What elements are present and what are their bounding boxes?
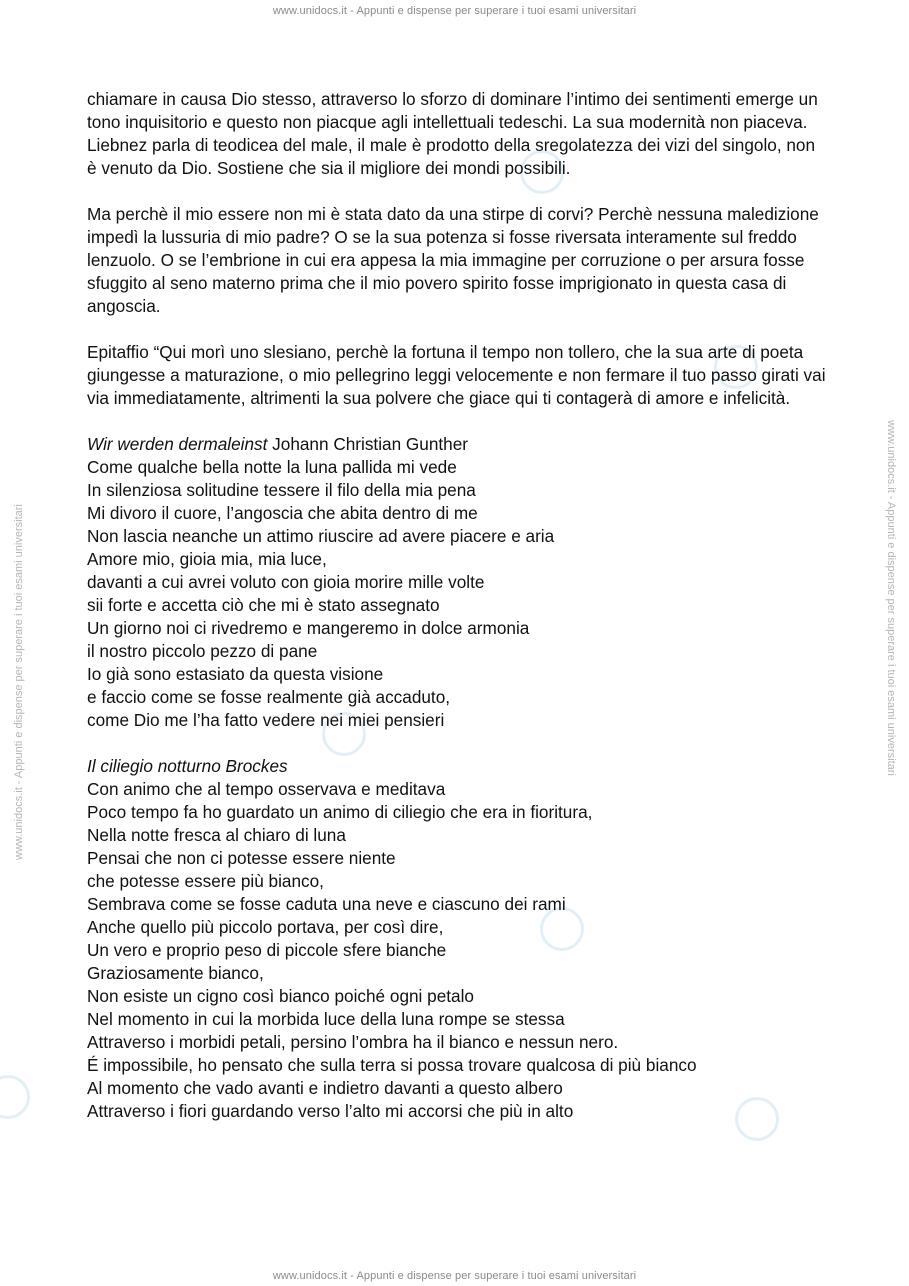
poem-line: É impossibile, ho pensato che sulla terra si possa trovare qualcosa di più bianco	[87, 1055, 697, 1075]
poem-line: Al momento che vado avanti e indietro davanti a questo albero	[87, 1078, 563, 1098]
poem-line: Sembrava come se fosse caduta una neve e ciascuno dei rami	[87, 894, 566, 914]
poem-line: Io già sono estasiato da questa visione	[87, 664, 384, 684]
poem-line: davanti a cui avrei voluto con gioia morire mille volte	[87, 572, 485, 592]
poem-title: Il ciliegio notturno Brockes	[87, 756, 288, 776]
poem-line: il nostro piccolo pezzo di pane	[87, 641, 318, 661]
poem-author: Johann Christian Gunther	[267, 434, 469, 454]
poem-line: Nel momento in cui la morbida luce della luna rompe se stessa	[87, 1009, 565, 1029]
poem-line: Graziosamente bianco,	[87, 963, 264, 983]
poem-line: Come qualche bella notte la luna pallida mi vede	[87, 457, 457, 477]
poem-line: Mi divoro il cuore, l’angoscia che abita dentro di me	[87, 503, 478, 523]
poem-1	[87, 433, 827, 732]
poem-line: Anche quello più piccolo portava, per così dire,	[87, 917, 444, 937]
poem-line: Attraverso i morbidi petali, persino l’ombra ha il bianco e nessun nero.	[87, 1032, 619, 1052]
paragraph: Epitaffio “Qui morì uno slesiano, perchè la fortuna il tempo non tollero, che la sua arte di poeta giungesse a maturazione, o mio pellegrino leggi velocemente e non fermare il tuo passo girati vai via immediatamente, altrimenti la sua polvere che giace qui ti contagerà di amore e infelicità.	[87, 342, 826, 408]
poem-line: Un vero e proprio peso di piccole sfere bianche	[87, 940, 447, 960]
paragraph: Liebnez parla di teodicea del male, il male è prodotto della sregolatezza dei vizi del singolo, non è venuto da Dio. Sostiene che sia il migliore dei mondi possibili.	[87, 135, 816, 178]
poem-line: Non esiste un cigno così bianco poiché ogni petalo	[87, 986, 474, 1006]
watermark-logo-icon	[0, 1075, 30, 1119]
poem-line: Attraverso i fiori guardando verso l’alto mi accorsi che più in alto	[87, 1101, 574, 1121]
poem-line: e faccio come se fosse realmente già accaduto,	[87, 687, 451, 707]
side-watermark-left: www.unidocs.it - Appunti e dispense per superare i tuoi esami universitari	[13, 504, 25, 860]
poem-line: In silenziosa solitudine tessere il filo della mia pena	[87, 480, 476, 500]
poem-line: Nella notte fresca al chiaro di luna	[87, 825, 346, 845]
document-body	[87, 88, 827, 1123]
poem-title: Wir werden dermaleinst	[87, 434, 268, 454]
side-watermark-right: www.unidocs.it - Appunti e dispense per superare i tuoi esami universitari	[885, 420, 897, 776]
poem-line: come Dio me l’ha fatto vedere nei miei pensieri	[87, 710, 445, 730]
poem-line: Pensai che non ci potesse essere niente	[87, 848, 396, 868]
poem-2	[87, 755, 827, 1123]
poem-line: Un giorno noi ci rivedremo e mangeremo in dolce armonia	[87, 618, 530, 638]
paragraph: chiamare in causa Dio stesso, attraverso lo sforzo di dominare l’intimo dei sentimenti emerge un tono inquisitorio e questo non piacque agli intellettuali tedeschi. La sua modernità non piaceva.	[87, 89, 818, 132]
page-footer: www.unidocs.it - Appunti e dispense per superare i tuoi esami universitari	[272, 1270, 637, 1282]
paragraph: Ma perchè il mio essere non mi è stata dato da una stirpe di corvi? Perchè nessuna maledizione impedì la lussuria di mio padre? O se la sua potenza si fosse riversata interamente sul freddo lenzuolo. O se l’embrione in cui era appesa la mia immagine per corruzione o per arsura fosse sfuggito al seno materno prima che il mio povero spirito fosse imprigionato in questa casa di angoscia.	[87, 204, 819, 316]
poem-line: Amore mio, gioia mia, mia luce,	[87, 549, 327, 569]
page-header: www.unidocs.it - Appunti e dispense per superare i tuoi esami universitari	[272, 5, 637, 17]
poem-line: sii forte e accetta ciò che mi è stato assegnato	[87, 595, 440, 615]
poem-line: che potesse essere più bianco,	[87, 871, 324, 891]
poem-line: Poco tempo fa ho guardato un animo di ciliegio che era in fioritura,	[87, 802, 593, 822]
poem-line: Con animo che al tempo osservava e meditava	[87, 779, 446, 799]
poem-title-line	[87, 433, 827, 456]
poem-line: Non lascia neanche un attimo riuscire ad avere piacere e aria	[87, 526, 555, 546]
